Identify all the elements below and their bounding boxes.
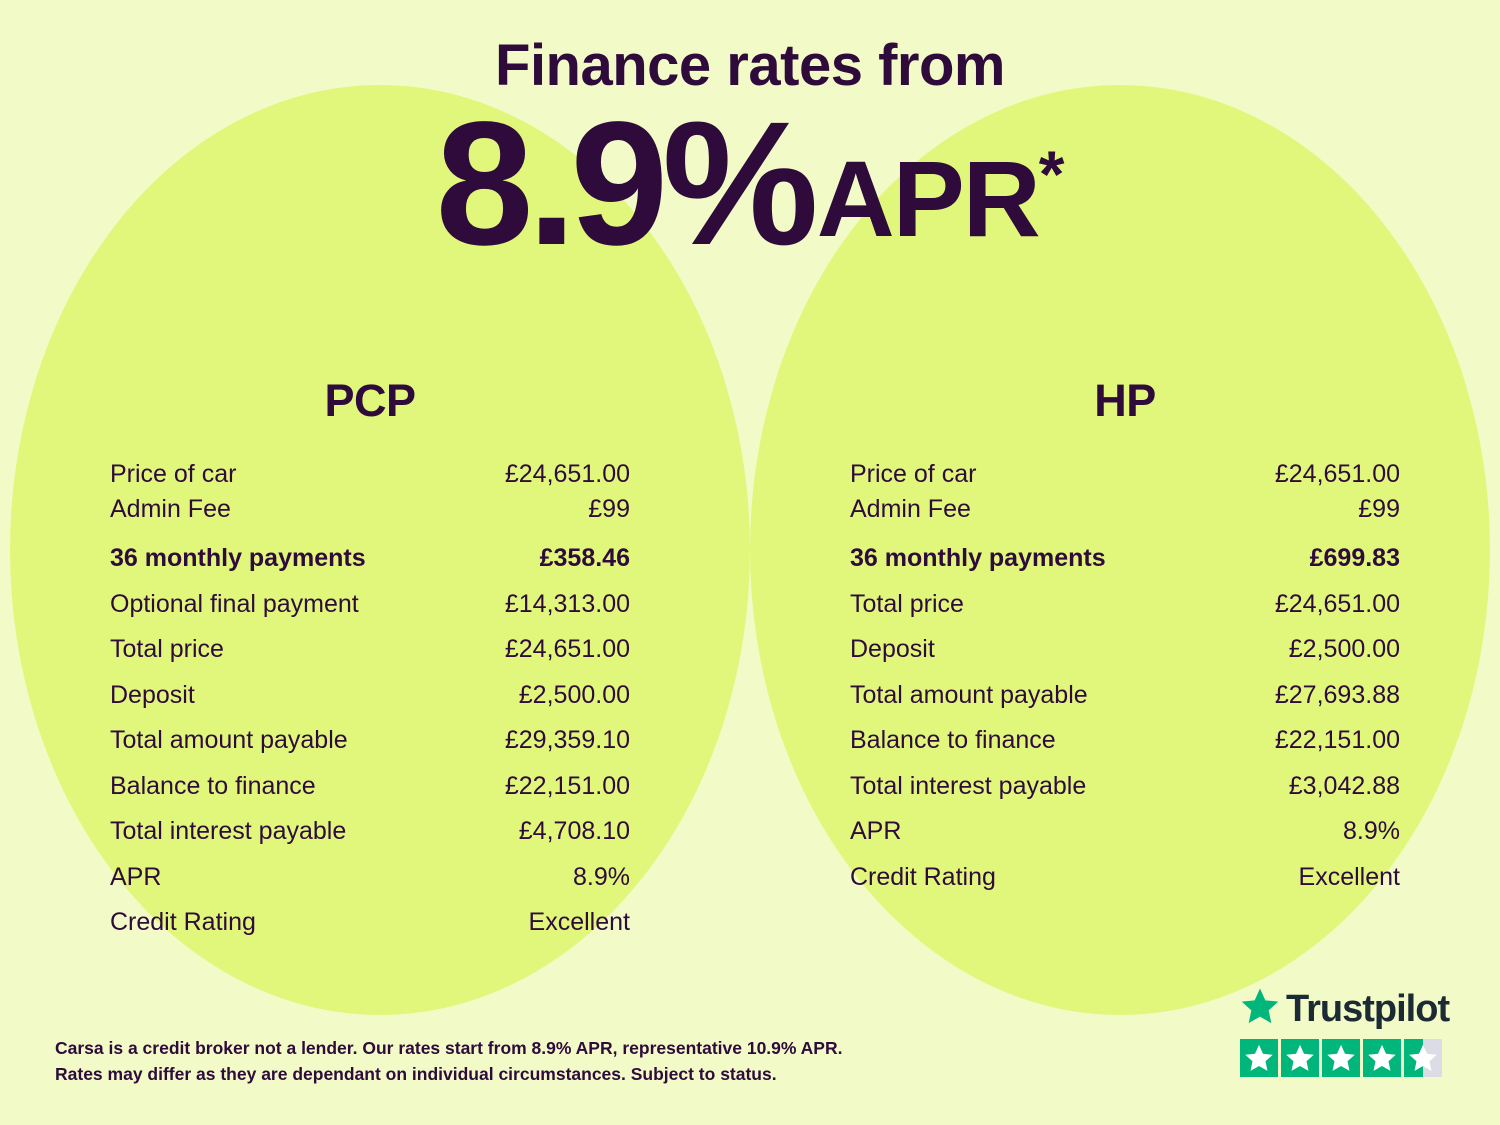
- trustpilot-stars: [1240, 1039, 1450, 1077]
- row-label: Total price: [850, 589, 964, 618]
- table-row: [110, 457, 630, 492]
- row-label: Credit Rating: [850, 862, 996, 891]
- headline-rate: [0, 85, 1500, 282]
- row-label: APR: [850, 817, 902, 845]
- row-value: £24,651.00: [1274, 460, 1400, 488]
- table-row: [850, 632, 1400, 668]
- row-label: Admin Fee: [850, 495, 971, 523]
- table-row: [850, 769, 1400, 805]
- trustpilot-star-icon: [1240, 986, 1280, 1031]
- row-value: £22,151.00: [1274, 726, 1400, 754]
- row-label: Price of car: [850, 460, 977, 488]
- star-icon: [1363, 1039, 1401, 1077]
- finance-comparison: [0, 375, 1500, 941]
- table-row: [110, 860, 630, 896]
- star-icon: [1240, 1039, 1278, 1077]
- table-row: [110, 678, 630, 714]
- row-label: Total interest payable: [850, 771, 1087, 800]
- page-title: Finance rates from: [495, 33, 1005, 98]
- trustpilot-logo: [1240, 986, 1450, 1031]
- row-label: Deposit: [850, 635, 935, 663]
- trustpilot-wordmark: Trustpilot: [1286, 987, 1450, 1030]
- row-label: Total price: [110, 635, 224, 663]
- table-row: [110, 587, 630, 623]
- row-label: Admin Fee: [110, 495, 231, 523]
- row-label: Balance to finance: [110, 771, 316, 800]
- disclaimer: [55, 1035, 842, 1088]
- row-value: £29,359.10: [504, 726, 630, 754]
- table-row: [110, 814, 630, 850]
- row-label: APR: [110, 862, 162, 891]
- row-label: Credit Rating: [110, 908, 256, 936]
- disclaimer-line-1: Carsa is a credit broker not a lender. Our rates start from 8.9% APR, representative 10.9% APR.: [55, 1037, 843, 1058]
- disclaimer-line-2: Rates may differ as they are dependant on individual circumstances. Subject to status.: [55, 1063, 777, 1084]
- row-value: £358.46: [539, 544, 630, 572]
- row-value: £2,500.00: [1288, 635, 1400, 663]
- row-value: £24,651.00: [1274, 589, 1400, 618]
- row-label: 36 monthly payments: [110, 544, 366, 572]
- table-row-highlight: [110, 541, 630, 577]
- table-row: [850, 492, 1400, 527]
- table-row: [850, 723, 1400, 759]
- row-label: Balance to finance: [850, 726, 1056, 754]
- row-value: £22,151.00: [504, 771, 630, 800]
- table-row: [850, 814, 1400, 850]
- row-value: Excellent: [528, 908, 630, 936]
- row-value: £27,693.88: [1274, 680, 1400, 709]
- row-value: £24,651.00: [504, 635, 630, 663]
- row-label: 36 monthly payments: [850, 544, 1106, 572]
- row-label: Total amount payable: [110, 726, 348, 754]
- table-row-highlight: [850, 541, 1400, 577]
- table-row: [110, 905, 630, 941]
- table-row: [110, 632, 630, 668]
- table-row: [110, 723, 630, 759]
- row-value: £24,651.00: [504, 460, 630, 488]
- table-row: [850, 457, 1400, 492]
- row-value: 8.9%: [573, 862, 630, 891]
- hp-rows: [850, 457, 1400, 895]
- row-value: Excellent: [1298, 862, 1400, 891]
- row-value: £699.83: [1309, 544, 1400, 572]
- header: [0, 0, 1500, 282]
- row-value: £3,042.88: [1288, 771, 1400, 800]
- trustpilot-rating: [1240, 986, 1450, 1077]
- row-label: Deposit: [110, 680, 195, 709]
- pcp-rows: [110, 457, 630, 941]
- row-label: Total interest payable: [110, 817, 347, 845]
- row-value: £4,708.10: [518, 817, 630, 845]
- rate-asterisk: *: [1038, 136, 1065, 211]
- star-half-icon: [1404, 1039, 1442, 1077]
- star-icon: [1322, 1039, 1360, 1077]
- pcp-column: [0, 375, 750, 941]
- hp-column: [750, 375, 1500, 941]
- pcp-title: PCP: [324, 375, 416, 426]
- row-value: 8.9%: [1343, 817, 1400, 845]
- rate-percentage: 8.9%: [435, 85, 813, 282]
- row-label: Optional final payment: [110, 589, 359, 618]
- row-label: Total amount payable: [850, 680, 1088, 709]
- table-row: [850, 587, 1400, 623]
- row-value: £99: [588, 495, 630, 523]
- row-label: Price of car: [110, 460, 237, 488]
- table-row: [850, 678, 1400, 714]
- table-row: [110, 769, 630, 805]
- hp-title: HP: [1094, 375, 1156, 426]
- rate-apr-label: APR: [816, 137, 1039, 259]
- row-value: £14,313.00: [504, 589, 630, 618]
- table-row: [850, 860, 1400, 896]
- row-value: £2,500.00: [518, 680, 630, 709]
- table-row: [110, 492, 630, 527]
- row-value: £99: [1358, 495, 1400, 523]
- star-icon: [1281, 1039, 1319, 1077]
